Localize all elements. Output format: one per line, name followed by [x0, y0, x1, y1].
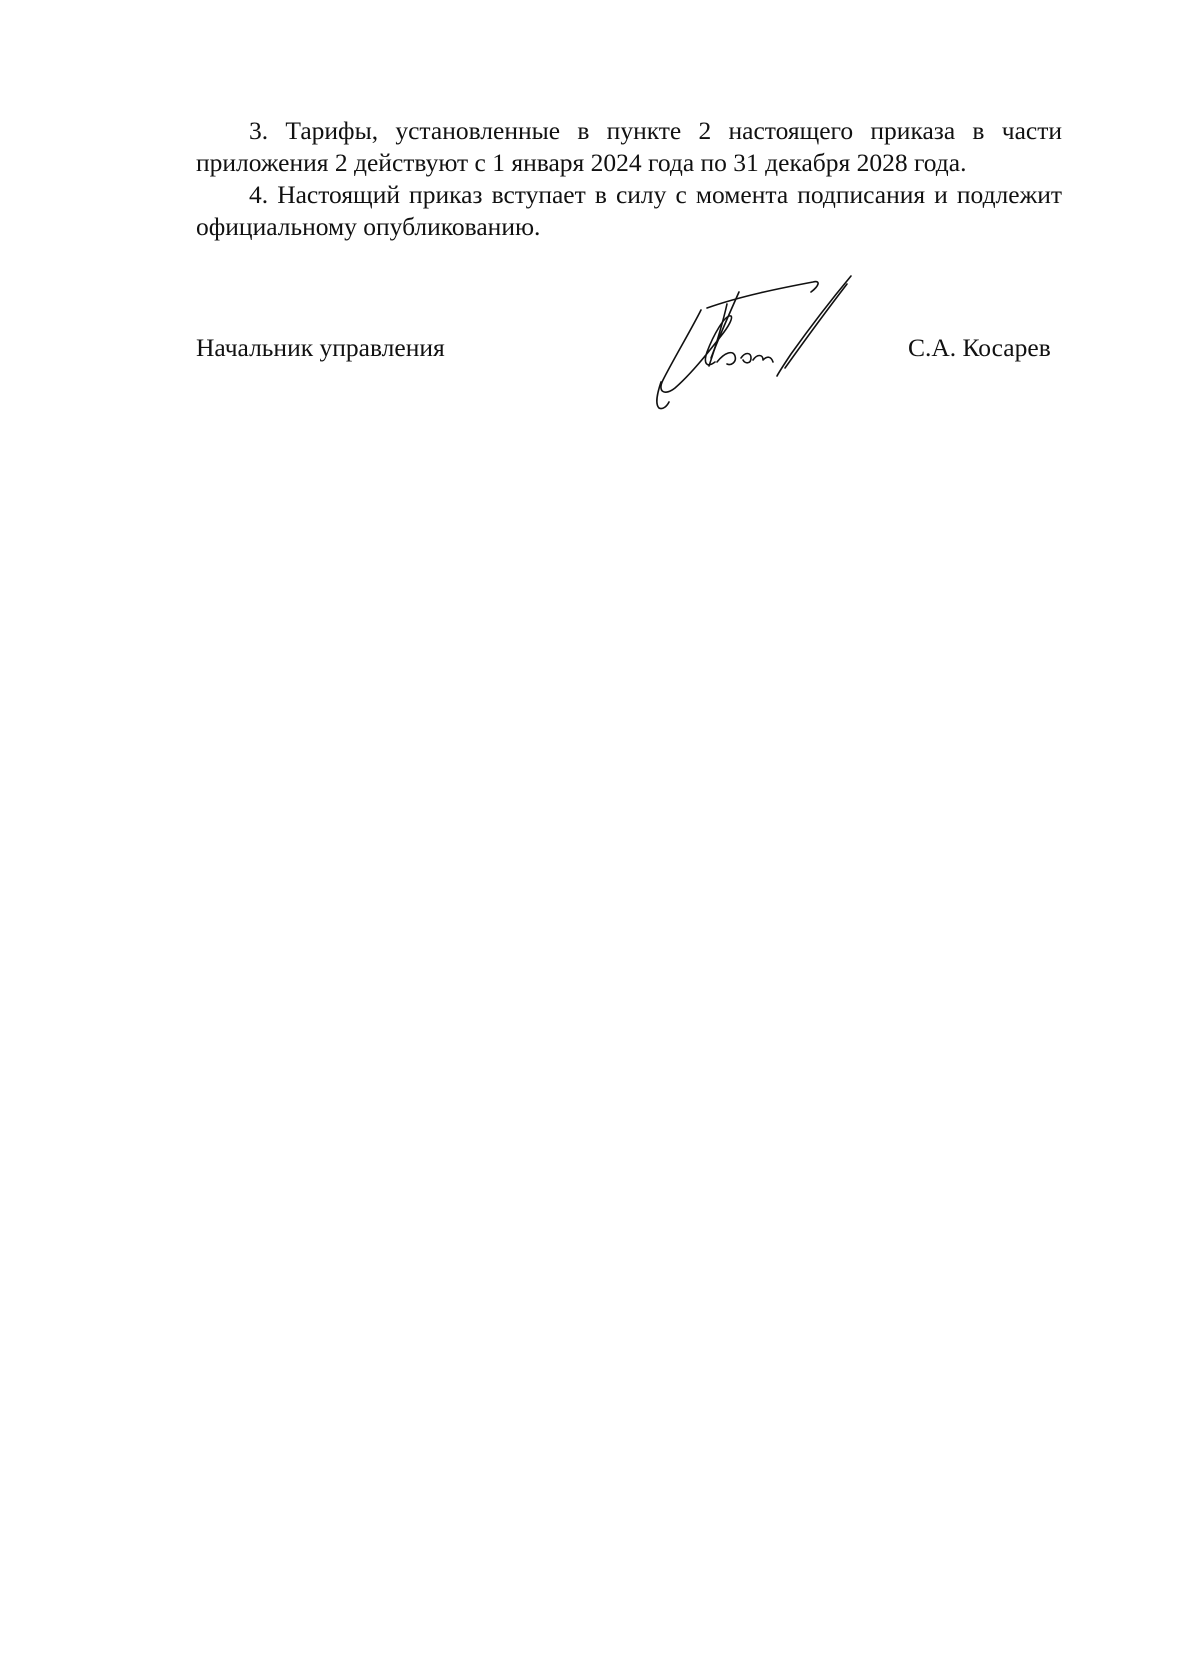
paragraph-4: 4. Настоящий приказ вступает в силу с момента подписания и подлежит официальному опубликованию. [196, 180, 1062, 241]
paragraph-3: 3. Тарифы, установленные в пункте 2 настоящего приказа в части приложения 2 действуют с 1 января 2024 года по 31 декабря 2028 года. [196, 116, 1062, 177]
signer-name: С.А. Косарев [908, 333, 1051, 362]
signature-block [196, 270, 1066, 430]
document-body [196, 115, 1062, 243]
signer-position: Начальник управления [196, 333, 445, 362]
handwritten-signature [651, 270, 901, 420]
